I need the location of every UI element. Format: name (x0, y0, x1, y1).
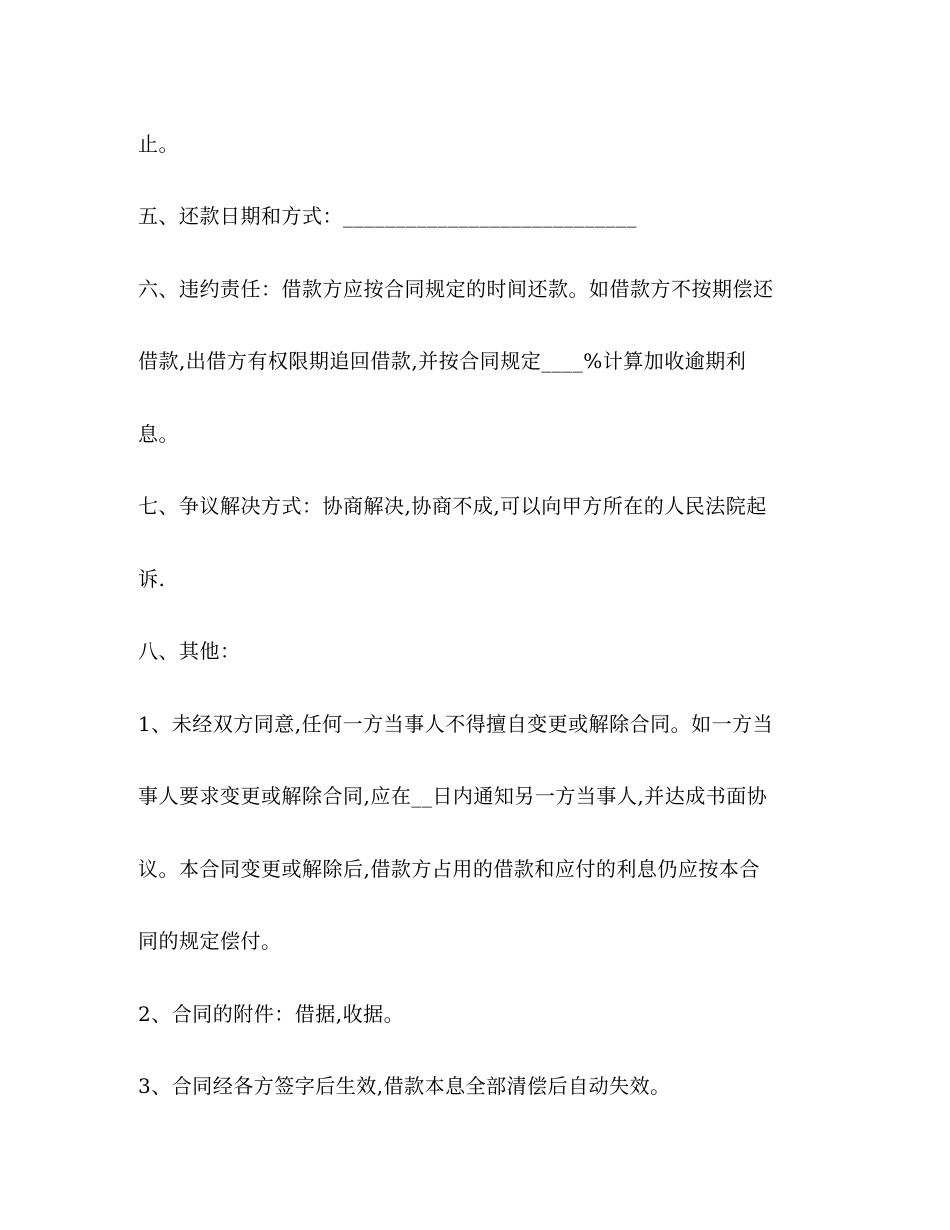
text-line: 息。 (138, 422, 179, 446)
text-line-dispute: 七、争议解决方式：协商解决,协商不成,可以向甲方所在的人民法院起 (138, 494, 767, 518)
text-line: 议。本合同变更或解除后,借款方占用的借款和应付的利息仍应按本合 (138, 857, 760, 881)
text-line: 事人要求变更或解除合同,应在__日内通知另一方当事人,并达成书面协 (138, 784, 768, 808)
text-line: 止。 (138, 132, 179, 156)
text-line-repayment: 五、还款日期和方式：____________________________ (138, 204, 637, 228)
text-line: 同的规定偿付。 (138, 929, 282, 953)
text-line-clause-1: 1、未经双方同意,任何一方当事人不得擅自变更或解除合同。如一方当 (138, 712, 774, 736)
text-line-clause-2: 2、合同的附件：借据,收据。 (138, 1002, 405, 1026)
text-line-clause-3: 3、合同经各方签字后生效,借款本息全部清偿后自动失效。 (138, 1074, 671, 1098)
text-line: 借款,出借方有权限期追回借款,并按合同规定____%计算加收逾期利 (138, 349, 747, 373)
text-line: 诉. (138, 567, 166, 591)
text-line-liability: 六、违约责任：借款方应按合同规定的时间还款。如借款方不按期偿还 (138, 277, 774, 301)
text-line-other: 八、其他： (138, 639, 241, 663)
